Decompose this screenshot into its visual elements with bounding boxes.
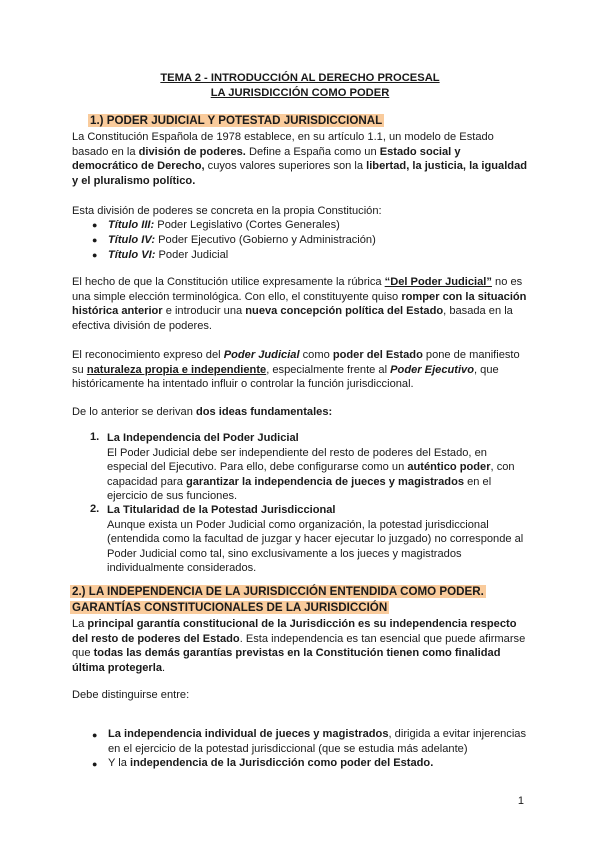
paragraph-ideas-intro: De lo anterior se derivan dos ideas fundamentales: — [72, 406, 333, 418]
paragraph-rubrica: El hecho de que la Constitución utilice expresamente la rúbrica “Del Poder Judicial” no es una simple elección terminológica. Con ello, el constituyente quiso romper con la situación histórica anterior e introducir una nueva concepción política del Estado, basada en la efectiva división de poderes. — [72, 276, 527, 332]
page-number: 1 — [517, 795, 524, 807]
list-item: Y la independencia de la Jurisdicción como poder del Estado. — [108, 757, 434, 769]
list-item: Título VI: Poder Judicial — [108, 249, 229, 261]
idea-independencia: La Independencia del Poder Judicial El Poder Judicial debe ser independiente del resto de poderes del Estado, en especial del Ejecutivo. Para ello, debe configurarse como un auténtico poder, con capacidad para garantizar la independencia de jueces y magistrados en el ejercicio de sus funciones. — [107, 432, 515, 503]
paragraph-garantia: La principal garantía constitucional de la Jurisdicción es su independencia respecto del resto de poderes del Estado. Esta independencia es tan esencial que puede afirmarse que todas las demás garantías previstas en la Constitución tienen como finalidad última protegerla. — [72, 618, 526, 674]
idea-titularidad: La Titularidad de la Potestad Jurisdiccional Aunque exista un Poder Judicial como organización, la potestad jurisdiccional (entendida como la facultad de juzgar y hacer ejecutar lo juzgado) no corresponde al Poder Judicial como tal, sino exclusivamente a los jueces y magistrados individualmente considerados. — [107, 504, 524, 575]
list-number: 2. — [90, 503, 100, 515]
list-item: Título IV: Poder Ejecutivo (Gobierno y Administración) — [108, 234, 376, 246]
bullet-dot: ● — [92, 730, 98, 740]
section-2-heading: 2.) LA INDEPENDENCIA DE LA JURISDICCIÓN ENTENDIDA COMO PODER. GARANTÍAS CONSTITUCIONALES DE LA JURISDICCIÓN — [72, 585, 484, 614]
list-item: Título III: Poder Legislativo (Cortes Generales) — [108, 219, 340, 231]
paragraph-division: Esta división de poderes se concreta en la propia Constitución: — [72, 205, 382, 217]
bullet-dot: ● — [92, 759, 98, 769]
list-number: 1. — [90, 431, 100, 443]
paragraph-constitution: La Constitución Española de 1978 establece, en su artículo 1.1, un modelo de Estado basado en la división de poderes. Define a España como un Estado social y democrático de Derecho, cuyos valores superiores son la libertad, la justicia, la igualdad y el pluralismo político. — [72, 131, 528, 187]
section-1-heading: 1.) PODER JUDICIAL Y POTESTAD JURISDICCIONAL — [90, 114, 383, 127]
bullet-dot: ● — [92, 250, 98, 260]
bullet-dot: ● — [92, 220, 98, 230]
doc-title-line1: TEMA 2 - INTRODUCCIÓN AL DERECHO PROCESAL — [160, 72, 440, 84]
paragraph-distinguir: Debe distinguirse entre: — [72, 689, 190, 701]
bullet-dot: ● — [92, 235, 98, 245]
doc-title-line2: LA JURISDICCIÓN COMO PODER — [210, 87, 390, 99]
list-item: La independencia individual de jueces y magistrados, dirigida a evitar injerencias en el ejercicio de la potestad jurisdiccional (que se estudia más adelante) — [108, 728, 527, 755]
paragraph-reconocimiento: El reconocimiento expreso del Poder Judicial como poder del Estado pone de manifiesto su naturaleza propia e independiente, especialmente frente al Poder Ejecutivo, que históricamente ha intentado influir o controlar la función jurisdiccional. — [72, 349, 520, 391]
